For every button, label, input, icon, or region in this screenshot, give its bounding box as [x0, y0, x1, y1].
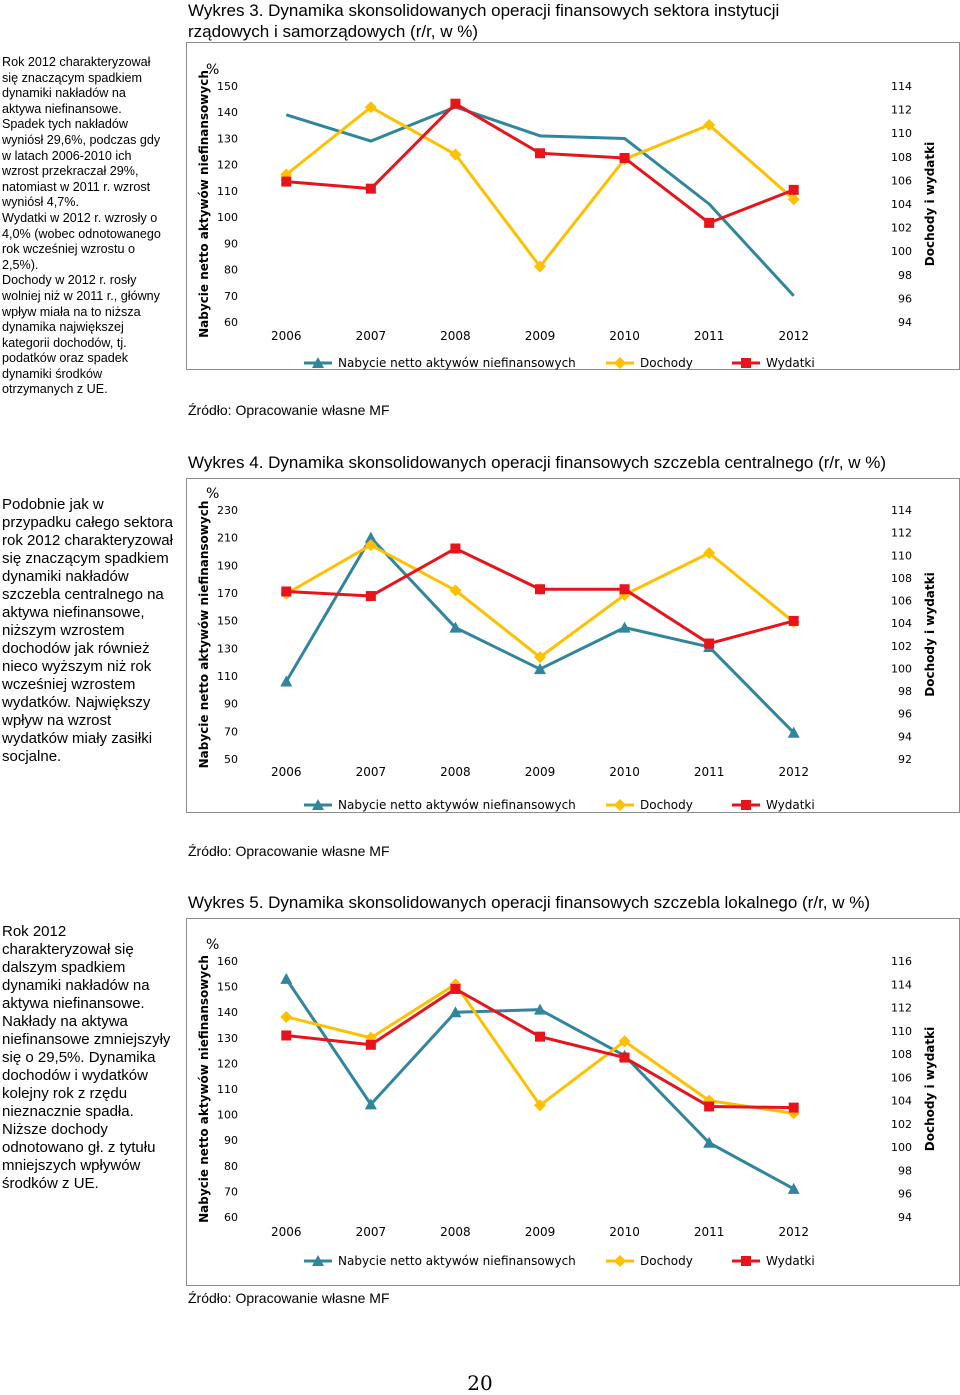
y2-tick-label: 108: [891, 1048, 912, 1062]
sidebar-text-2: Podobnie jak w przypadku całego sektora rok 2012 charakteryzował się znaczącym spadkiem dynamiki nakładów szczebla centralnego na aktywa niefinansowe, niższym wzrostem dochodów jak również nieco wyższym niż rok wcześniej wzrostem wydatków. Największy wpływ na wzrost wydatków miały zasiłki socjalne.: [2, 496, 173, 765]
y-tick-label: 130: [217, 132, 238, 146]
data-point-square: [450, 99, 460, 109]
y2-tick-label: 96: [898, 707, 912, 721]
x-tick-label: 2012: [778, 329, 809, 343]
data-point-square: [620, 153, 630, 163]
legend-label: Wydatki: [766, 356, 815, 370]
data-point-square: [704, 218, 714, 228]
y2-tick-label: 104: [891, 1094, 912, 1108]
y2-tick-label: 114: [891, 504, 912, 517]
data-point-square: [535, 1032, 545, 1042]
y2-tick-label: 102: [891, 639, 912, 653]
sidebar-text-1: Rok 2012 charakteryzował się znaczącym spadkiem dynamiki nakładów na aktywa niefinansowe. Spadek tych nakładów wyniósł 29,6%, podczas gdy w latach 2006-2010 ich wzrost przekraczał 29%, natomiast w 2011 r. wzrost wyniósł 4,7%. Wydatki w 2012 r. wzrosły o 4,0% (wobec odnotowanego rok wcześniej wzrostu o 2,5%). Dochody w 2012 r. rosły wolniej niż w 2011 r., główny wpływ miała na to niższa dynamika największej kategorii dochodów, tj. podatków oraz spadek dynamiki środków otrzymanych z UE.: [2, 55, 161, 397]
y2-tick-label: 110: [891, 127, 912, 141]
y-tick-label: 90: [224, 237, 238, 251]
y-tick-label: 160: [217, 955, 238, 968]
y2-axis-title: Dochody i wydatki: [923, 1026, 937, 1152]
y-tick-label: 80: [224, 263, 238, 277]
y2-tick-label: 92: [898, 753, 912, 766]
x-tick-label: 2010: [609, 1225, 640, 1239]
source-note-3: Źródło: Opracowanie własne MF: [188, 402, 390, 418]
x-tick-label: 2008: [440, 329, 471, 343]
data-point-square: [281, 586, 291, 596]
x-tick-label: 2012: [778, 1225, 809, 1239]
y2-tick-label: 96: [898, 292, 912, 306]
y-tick-label: 170: [217, 587, 238, 600]
y-axis-title: Nabycie netto aktywów niefinansowych: [197, 70, 211, 338]
y-tick-label: 50: [224, 753, 238, 766]
x-tick-label: 2010: [609, 329, 640, 343]
y2-tick-label: 108: [891, 150, 912, 164]
legend-label: Wydatki: [766, 1254, 815, 1268]
data-point-square: [535, 148, 545, 158]
y2-tick-label: 112: [891, 103, 912, 117]
x-tick-label: 2006: [271, 1225, 302, 1239]
y-tick-label: 90: [224, 1134, 238, 1148]
chart-5: [186, 918, 960, 1286]
legend-label: Dochody: [640, 798, 693, 812]
chart-4: [186, 478, 960, 838]
y-tick-label: 210: [217, 531, 238, 545]
x-tick-label: 2010: [609, 765, 640, 779]
y-tick-label: 130: [217, 642, 238, 656]
data-point-square: [704, 639, 714, 649]
y2-tick-label: 94: [898, 316, 912, 329]
data-point-square: [704, 1101, 714, 1111]
y-axis-title: Nabycie netto aktywów niefinansowych: [197, 955, 211, 1223]
y2-tick-label: 102: [891, 1117, 912, 1131]
chart-frame: [187, 479, 960, 813]
y2-tick-label: 94: [898, 1211, 912, 1224]
chart-frame: [187, 43, 960, 370]
y2-tick-label: 106: [891, 1071, 912, 1085]
y-tick-label: 70: [224, 725, 238, 739]
data-point-square: [620, 1053, 630, 1063]
y-tick-label: 90: [224, 697, 238, 711]
sidebar-text-3: Rok 2012 charakteryzował się dalszym spadkiem dynamiki nakładów na aktywa niefinansowe. Nakłady na aktywa niefinansowe zmniejszyły się o 29,5%. Dynamika dochodów i wydatków kolejny rok z rzędu nieznacznie spadła. Niższe dochody odnotowano gł. z tytułu mniejszych wpływów środków z UE.: [2, 923, 171, 1192]
y2-tick-label: 116: [891, 955, 912, 968]
y-tick-label: 60: [224, 316, 238, 329]
y2-tick-label: 112: [891, 1001, 912, 1015]
y-tick-label: 150: [217, 980, 238, 994]
data-point-square: [281, 177, 291, 187]
y2-tick-label: 106: [891, 594, 912, 608]
data-point-square: [741, 358, 751, 368]
unit-label: %: [206, 486, 220, 502]
data-point-square: [789, 185, 799, 195]
x-tick-label: 2011: [693, 1225, 725, 1239]
y-tick-label: 140: [217, 1006, 238, 1020]
chart-frame: [187, 919, 960, 1286]
y2-tick-label: 104: [891, 198, 912, 211]
y2-tick-label: 100: [891, 662, 912, 676]
y-tick-label: 130: [217, 1031, 238, 1045]
y2-tick-label: 94: [898, 730, 912, 744]
y2-tick-label: 98: [898, 685, 912, 699]
y-tick-label: 70: [224, 289, 238, 303]
y2-tick-label: 110: [891, 1024, 912, 1038]
y2-tick-label: 96: [898, 1187, 912, 1201]
y-tick-label: 80: [224, 1159, 238, 1173]
y2-tick-label: 98: [898, 1164, 912, 1178]
data-point-square: [450, 984, 460, 994]
x-tick-label: 2006: [271, 765, 302, 779]
x-tick-label: 2008: [440, 1225, 471, 1239]
y2-tick-label: 112: [891, 526, 912, 540]
legend-label: Nabycie netto aktywów niefinansowych: [338, 798, 576, 812]
x-tick-label: 2009: [524, 765, 556, 779]
y2-axis-title: Dochody i wydatki: [923, 572, 937, 697]
x-tick-label: 2008: [440, 765, 471, 779]
figure-caption-5: Wykres 5. Dynamika skonsolidowanych operacji finansowych szczebla lokalnego (r/r, w %): [188, 893, 871, 912]
figure-caption-3: Wykres 3. Dynamika skonsolidowanych operacji finansowych sektora instytucji rządowych i samorządowych (r/r, w %): [188, 1, 780, 41]
y2-tick-label: 106: [891, 174, 912, 188]
y-tick-label: 120: [217, 1057, 238, 1071]
y-tick-label: 190: [217, 559, 238, 573]
x-tick-label: 2007: [355, 329, 387, 343]
y-tick-label: 100: [217, 1108, 238, 1122]
legend-label: Dochody: [640, 356, 693, 370]
y-tick-label: 110: [217, 184, 238, 198]
y2-tick-label: 100: [891, 1141, 912, 1155]
y-tick-label: 150: [217, 614, 238, 628]
x-tick-label: 2009: [524, 1225, 556, 1239]
data-point-square: [366, 184, 376, 194]
y2-tick-label: 98: [898, 268, 912, 282]
figure-caption-4: Wykres 4. Dynamika skonsolidowanych operacji finansowych szczebla centralnego (r/r, w %): [188, 453, 887, 472]
data-point-square: [535, 584, 545, 594]
unit-label: %: [206, 62, 220, 78]
legend-label: Wydatki: [766, 798, 815, 812]
source-note-5: Źródło: Opracowanie własne MF: [188, 1290, 390, 1306]
y2-tick-label: 114: [891, 978, 912, 992]
chart-3: [186, 42, 960, 402]
x-tick-label: 2007: [355, 765, 387, 779]
y2-tick-label: 108: [891, 571, 912, 585]
legend-label: Dochody: [640, 1254, 693, 1268]
y-tick-label: 230: [217, 504, 238, 517]
data-point-square: [741, 1256, 751, 1266]
data-point-square: [789, 1103, 799, 1113]
x-tick-label: 2009: [524, 329, 556, 343]
x-tick-label: 2007: [355, 1225, 387, 1239]
data-point-square: [789, 616, 799, 626]
x-tick-label: 2011: [693, 329, 725, 343]
y2-tick-label: 114: [891, 80, 912, 93]
y-axis-title: Nabycie netto aktywów niefinansowych: [197, 500, 211, 769]
y-tick-label: 120: [217, 158, 238, 172]
data-point-square: [366, 1040, 376, 1050]
y-tick-label: 110: [217, 1083, 238, 1096]
data-point-square: [281, 1030, 291, 1040]
legend-label: Nabycie netto aktywów niefinansowych: [338, 1254, 576, 1268]
unit-label: %: [206, 937, 220, 953]
source-note-4: Źródło: Opracowanie własne MF: [188, 843, 390, 859]
data-point-square: [450, 543, 460, 553]
y2-axis-title: Dochody i wydatki: [923, 141, 937, 267]
data-point-square: [620, 584, 630, 594]
data-point-square: [741, 800, 751, 810]
y-tick-label: 110: [217, 670, 238, 683]
y2-tick-label: 104: [891, 617, 912, 631]
y2-tick-label: 100: [891, 245, 912, 259]
y-tick-label: 140: [217, 106, 238, 120]
y-tick-label: 70: [224, 1185, 238, 1199]
legend-label: Nabycie netto aktywów niefinansowych: [338, 356, 576, 370]
y2-tick-label: 110: [891, 549, 912, 563]
y-tick-label: 60: [224, 1211, 238, 1224]
y-tick-label: 100: [217, 211, 238, 225]
page-number: 20: [467, 1371, 493, 1395]
x-tick-label: 2006: [271, 329, 302, 343]
y2-tick-label: 102: [891, 221, 912, 235]
y-tick-label: 150: [217, 80, 238, 93]
x-tick-label: 2012: [778, 765, 809, 779]
x-tick-label: 2011: [693, 765, 725, 779]
data-point-square: [366, 591, 376, 601]
